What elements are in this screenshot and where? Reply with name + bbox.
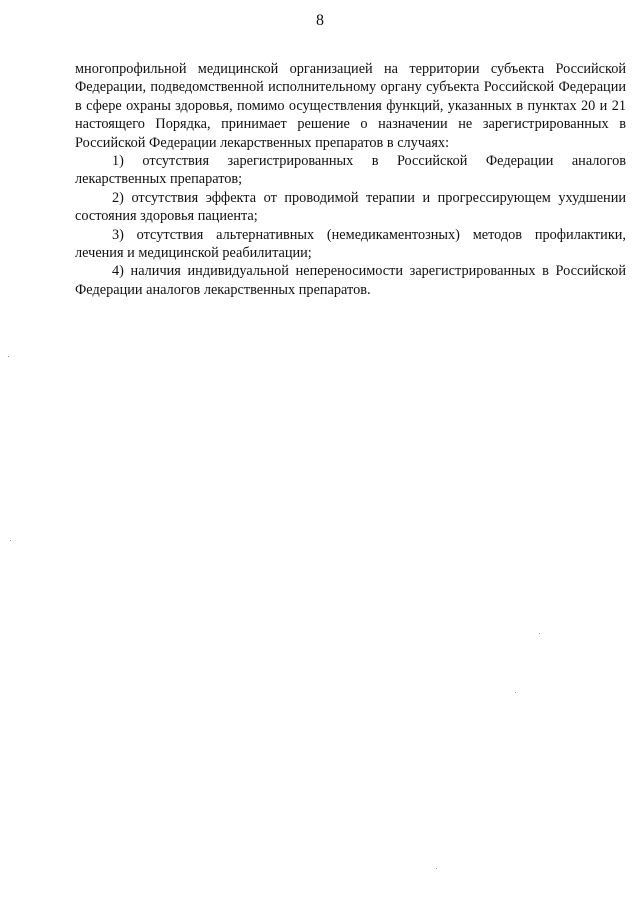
scan-artifact <box>539 633 540 634</box>
paragraph-intro: многопрофильной медицинской организацией на территории субъекта Российской Федерации, подведомственной исполнительному органу субъекта Российской Федерации в сфере охраны здоровья, помимо осуществления функций, указанных в пунктах 20 и 21 настоящего Порядка, принимает решение о назначении не зарегистрированных в Российской Федерации лекарственных препаратов в случаях: <box>75 61 626 151</box>
list-item-1: 1) отсутствия зарегистрированных в Российской Федерации аналогов лекарственных препаратов; <box>75 153 626 188</box>
list-item-4: 4) наличия индивидуальной непереносимости зарегистрированных в Российской Федерации аналогов лекарственных препаратов. <box>75 263 626 298</box>
document-body <box>75 60 626 299</box>
scan-artifact <box>8 356 9 357</box>
scan-artifact <box>436 868 437 869</box>
scan-artifact <box>515 692 516 693</box>
scan-artifact <box>10 540 11 541</box>
list-item-2: 2) отсутствия эффекта от проводимой терапии и прогрессирующем ухудшении состояния здоровья пациента; <box>75 189 626 225</box>
page-number: 8 <box>316 12 324 29</box>
list-item-3: 3) отсутствия альтернативных (немедикаментозных) методов профилактики, лечения и медицинской реабилитации; <box>75 226 626 262</box>
